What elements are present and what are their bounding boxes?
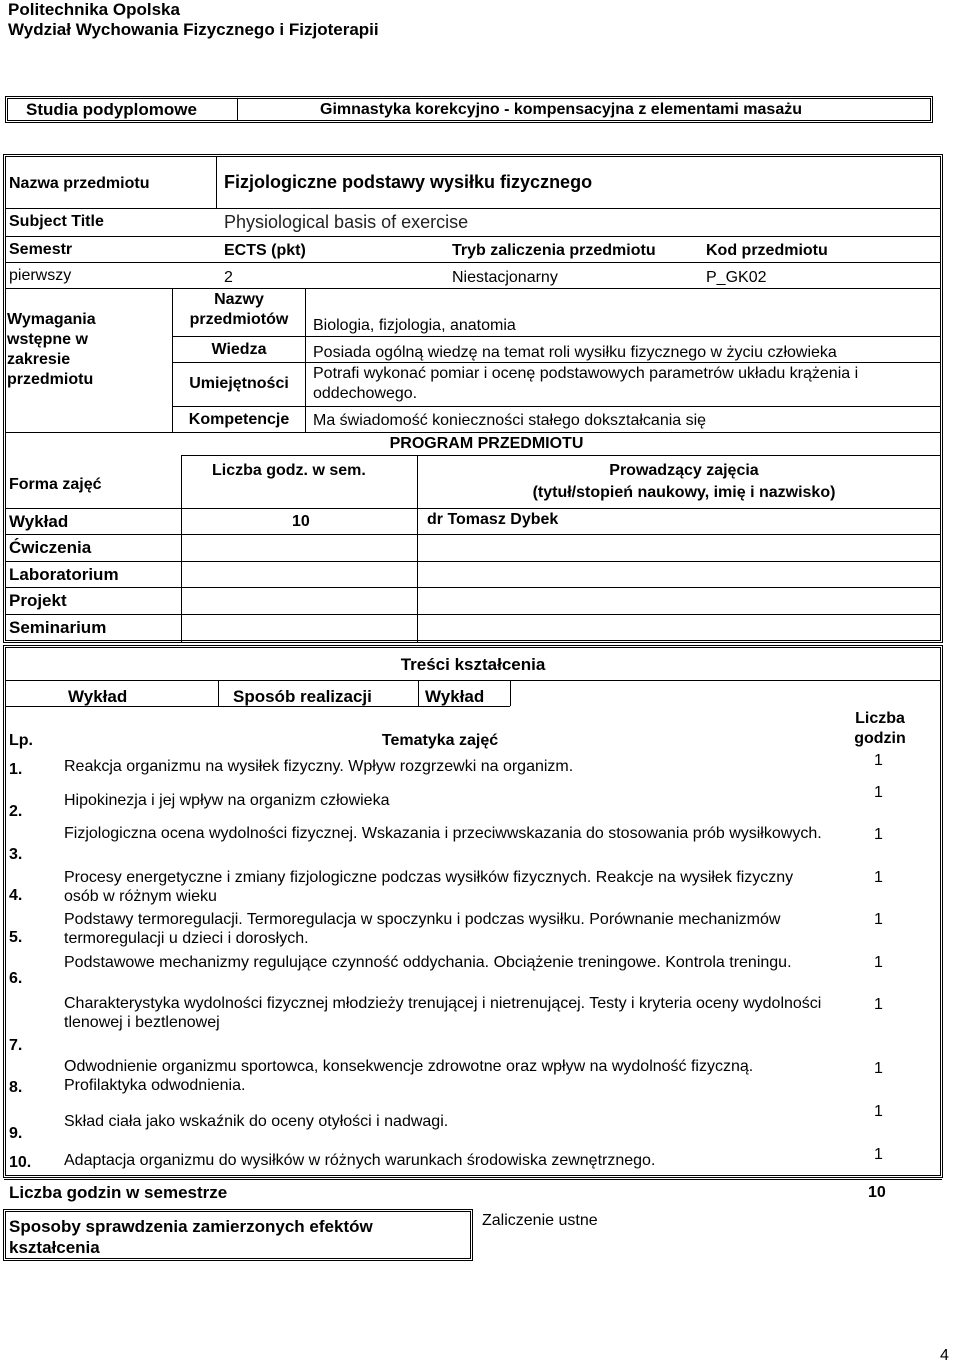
requirements-label: Wymagania wstępne w zakresie przedmiotu bbox=[7, 311, 96, 388]
topic-header: Tematyka zajęć bbox=[381, 732, 499, 749]
topic-text: Adaptacja organizmu do wysiłków w różnych warunkach środowiska zewnętrznego. bbox=[64, 1152, 656, 1169]
competences-value: Ma świadomość konieczności stałego dokształcania się bbox=[313, 412, 707, 429]
topic-hours: 1 bbox=[874, 869, 883, 886]
program-title: PROGRAM PRZEDMIOTU bbox=[389, 435, 584, 452]
hours-header-2: godzin bbox=[854, 730, 906, 747]
form-row-lecture: Wykład bbox=[9, 512, 69, 531]
topic-lp: 7. bbox=[9, 1037, 23, 1054]
topic-lp: 2. bbox=[9, 803, 23, 820]
topic-lp: 6. bbox=[9, 970, 23, 987]
subject-name: Fizjologiczne podstawy wysiłku fizycznego bbox=[224, 172, 593, 192]
knowledge-label: Wiedza bbox=[211, 341, 267, 358]
form-row-seminar: Seminarium bbox=[9, 618, 107, 637]
studies-name: Gimnastyka korekcyjno - kompensacyjna z elementami masażu bbox=[320, 101, 802, 118]
topic-hours: 1 bbox=[874, 1103, 883, 1120]
realization-label: Sposób realizacji bbox=[233, 687, 372, 706]
total-hours: 10 bbox=[868, 1184, 886, 1201]
code-value: P_GK02 bbox=[706, 269, 767, 286]
topic-lp: 9. bbox=[9, 1125, 23, 1142]
subject-title: Physiological basis of exercise bbox=[224, 212, 469, 232]
lecturer-label: Prowadzący zajęcia bbox=[609, 462, 759, 479]
form-row-laboratory: Laboratorium bbox=[9, 565, 119, 584]
hours-header-1: Liczba bbox=[855, 710, 905, 727]
semester-label: Semestr bbox=[9, 241, 73, 258]
topic-hours: 1 bbox=[874, 954, 883, 971]
subject-name-label: Nazwa przedmiotu bbox=[9, 175, 150, 192]
form-label: Forma zajęć bbox=[9, 476, 102, 493]
hours-per-semester-label: Liczba godz. w sem. bbox=[212, 462, 366, 479]
prior-subjects: Biologia, fizjologia, anatomia bbox=[313, 317, 516, 334]
lp-header: Lp. bbox=[9, 732, 33, 749]
content-type: Wykład bbox=[68, 687, 128, 706]
assessment-label: Sposoby sprawdzenia zamierzonych efektów kształcenia bbox=[9, 1217, 373, 1257]
topic-lp: 10. bbox=[9, 1154, 32, 1171]
content-title: Treści kształcenia bbox=[400, 655, 546, 674]
topic-lp: 8. bbox=[9, 1079, 23, 1096]
topic-text: Charakterystyka wydolności fizycznej młodzieży trenującej i nietrenującej. Testy i kryteria oceny wydolności tlenowej i beztlenowej bbox=[64, 995, 822, 1031]
form-row-project: Projekt bbox=[9, 591, 67, 610]
total-hours-label: Liczba godzin w semestrze bbox=[9, 1183, 228, 1202]
mode-label: Tryb zaliczenia przedmiotu bbox=[452, 242, 656, 259]
topic-text: Hipokinezja i jej wpływ na organizm człowieka bbox=[64, 792, 390, 809]
topic-hours: 1 bbox=[874, 911, 883, 928]
knowledge-value: Posiada ogólną wiedzę na temat roli wysiłku fizycznego w życiu człowieka bbox=[313, 344, 837, 361]
page-number: 4 bbox=[940, 1347, 949, 1364]
studies-label: Studia podyplomowe bbox=[26, 100, 197, 119]
topic-hours: 1 bbox=[874, 752, 883, 769]
topic-text: Fizjologiczna ocena wydolności fizycznej. Wskazania i przeciwwskazania do stosowania prób wysiłkowych. bbox=[64, 825, 822, 842]
topic-text: Podstawy termoregulacji. Termoregulacja w spoczynku i podczas wysiłku. Porównanie mechanizmów termoregulacji u dzieci i dorosłych. bbox=[64, 911, 781, 947]
faculty-name: Wydział Wychowania Fizycznego i Fizjoterapii bbox=[8, 20, 379, 39]
skills-value: Potrafi wykonać pomiar i ocenę podstawowych parametrów układu krążenia i oddechowego. bbox=[313, 365, 859, 402]
topic-hours: 1 bbox=[874, 784, 883, 801]
topic-text: Reakcja organizmu na wysiłek fizyczny. Wpływ rozgrzewki na organizm. bbox=[64, 758, 574, 775]
topic-text: Skład ciała jako wskaźnik do oceny otyłości i nadwagi. bbox=[64, 1113, 449, 1130]
assessment-value: Zaliczenie ustne bbox=[482, 1212, 598, 1229]
mode-value: Niestacjonarny bbox=[452, 269, 558, 286]
competences-label: Kompetencje bbox=[188, 411, 290, 428]
topic-hours: 1 bbox=[874, 826, 883, 843]
ects-value: 2 bbox=[224, 269, 233, 286]
form-row-lecture-hours: 10 bbox=[292, 513, 310, 530]
topic-text: Odwodnienie organizmu sportowca, konsekwencje zdrowotne oraz wpływ na wydolność fizyczną. Profilaktyka odwodnienia. bbox=[64, 1058, 754, 1094]
lecturer-sub-label: (tytuł/stopień naukowy, imię i nazwisko) bbox=[532, 484, 836, 501]
skills-label: Umiejętności bbox=[189, 375, 289, 392]
university-name: Politechnika Opolska bbox=[8, 0, 180, 19]
topic-lp: 3. bbox=[9, 846, 23, 863]
form-row-exercises: Ćwiczenia bbox=[9, 538, 92, 557]
topic-hours: 1 bbox=[874, 996, 883, 1013]
topic-lp: 5. bbox=[9, 929, 23, 946]
topic-text: Procesy energetyczne i zmiany fizjologiczne podczas wysiłków fizycznych. Reakcje na wysiłek fizyczny osób w różnym wieku bbox=[64, 869, 794, 905]
form-row-lecture-lecturer: dr Tomasz Dybek bbox=[427, 511, 559, 528]
ects-label: ECTS (pkt) bbox=[224, 242, 306, 259]
code-label: Kod przedmiotu bbox=[706, 242, 828, 259]
realization-value: Wykład bbox=[425, 687, 485, 706]
topic-lp: 4. bbox=[9, 887, 23, 904]
subject-title-label: Subject Title bbox=[9, 213, 104, 230]
prior-subjects-label: Nazwy przedmiotów bbox=[189, 291, 289, 328]
topic-hours: 1 bbox=[874, 1060, 883, 1077]
topic-text: Podstawowe mechanizmy regulujące czynność oddychania. Obciążenie treningowe. Kontrola treningu. bbox=[64, 954, 792, 971]
semester-value: pierwszy bbox=[9, 267, 72, 284]
topic-hours: 1 bbox=[874, 1146, 883, 1163]
topic-lp: 1. bbox=[9, 761, 23, 778]
